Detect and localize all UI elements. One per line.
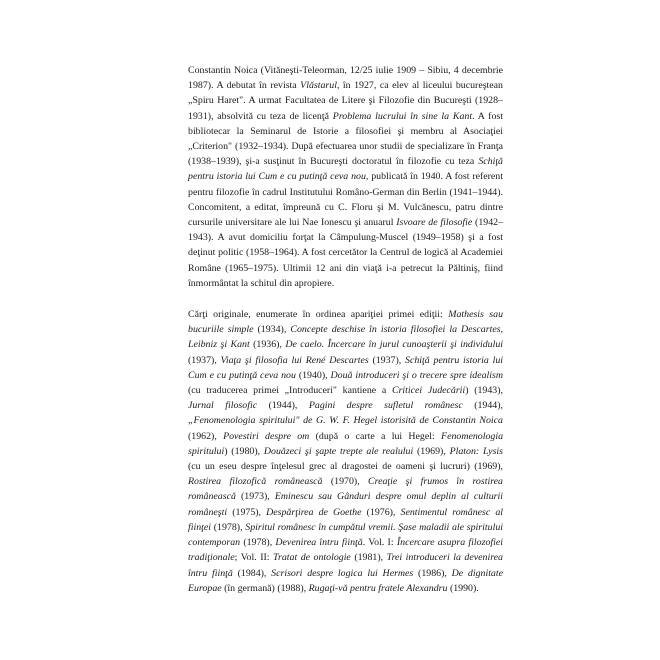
text-run: (în germană) (1988), (221, 582, 309, 594)
italic-title: De dignitate Europae (188, 567, 503, 594)
italic-title: Eminescu sau Gânduri despre omul deplin al culturii româneşti (188, 491, 503, 518)
text-run: (1973), (235, 491, 275, 503)
text-run: (1944), (257, 400, 309, 412)
text-run: (1975), (227, 506, 267, 518)
text-run: (1984), (232, 567, 272, 579)
text-run: (1981), (350, 552, 387, 564)
text-run: . A fost bibliotecar la Seminarul de Istorie a filosofiei şi membru al Asociaţiei „Criterion" (1932–1934). După efectuarea unor studii de specializare în Franţa (1938–1939), şi-a susţinut în Bucureşti doctoratul în filozofie cu teza (188, 110, 503, 168)
italic-title: Isvoare de filosofie (396, 217, 473, 229)
italic-title: Devenirea întru fiinţă (275, 537, 363, 549)
text-run: . Vol. I: (362, 537, 397, 549)
text-run: (după o carte a lui Hegel: (309, 430, 442, 442)
italic-title: Douăzeci şi şapte trepte ale realului (263, 445, 414, 457)
text-run: Constantin Noica (Vităneşti-Teleorman, 12/25 iulie 1909 – Sibiu, 4 decembrie 1987). A debutat în revista (188, 65, 503, 92)
italic-title: Concepte deschise în istoria filosofiei la Descartes, Leibniz şi Kant (188, 324, 504, 351)
italic-title: Viaţa şi filosofia lui René Descartes (220, 354, 369, 366)
italic-title: Povestiri despre om (223, 430, 310, 442)
text-run: (1940), (295, 369, 331, 381)
text-run: (1937), (188, 354, 221, 366)
italic-title: Spiritul românesc în cumpătul vremii. Şase maladii ale spiritului contemporan (188, 521, 503, 549)
italic-title: Pagini despre sufletul românesc (308, 400, 463, 412)
text-run: (1978), (240, 537, 276, 549)
italic-title: Rostirea filozofică românească (188, 476, 323, 488)
text-run: Cărţi originale, enumerate în ordinea apariţiei primei ediţii: (188, 309, 449, 321)
italic-title: De caelo. Încercare în jurul cunoaşterii şi individului (285, 339, 504, 351)
italic-title: Criticei Judecării (391, 385, 466, 397)
text-run: ) (1980), (224, 445, 264, 457)
italic-title: Tratat de ontologie (273, 552, 351, 564)
italic-title: Jurnal filosofic (188, 400, 258, 412)
text-run: (1937), (368, 354, 406, 366)
text-run: (1962), (188, 430, 224, 442)
italic-title: Rugaţi-vă pentru fratele Alexandru (308, 582, 448, 594)
text-run: ) (1943), (465, 385, 503, 397)
text-run: ; Vol. II: (234, 552, 274, 564)
italic-title: Trei introduceri la devenirea întru fiinţă (188, 552, 503, 579)
italic-title: Scrisori despre logica lui Hermes (271, 567, 414, 579)
text-run: (1976), (361, 506, 401, 518)
italic-title: Vlăstarul (300, 80, 337, 92)
text-run: , în 1927, ca elev al liceului bucureştean „Spiru Haret". A urmat Facultatea de Litere şi Filozofie din Bucureşti (1928–1931), absolvită cu teza de licenţă (188, 80, 503, 122)
italic-title: Creaţie şi frumos în rostirea românească (188, 476, 503, 503)
italic-title: Fenomenologia spiritului (188, 430, 504, 457)
text-run: (1990). (447, 582, 479, 594)
italic-title: Schiţă pentru istoria lui Cum e cu putinţă ceva nou (188, 354, 504, 381)
text-run: (1936), (249, 339, 286, 351)
text-run: (1969), (413, 445, 450, 457)
text-run: (cu un eseu despre înţelesul grec al dragostei de oameni şi lucruri) (1969), (188, 461, 503, 473)
bibliography-paragraph (188, 307, 503, 596)
italic-title: Încercare asupra filozofiei tradiţionale (188, 537, 503, 564)
text-run: (1970), (322, 476, 369, 488)
biography-paragraph (188, 63, 503, 291)
italic-title: Problema lucrului în sine la Kant (332, 110, 473, 122)
text-run: (1934), (253, 324, 291, 336)
italic-title: Sentimentul românesc al fiinţei (188, 506, 504, 533)
text-run: (1978), (211, 521, 246, 533)
italic-title: Despărţirea de Goethe (266, 506, 362, 518)
italic-title: Schiţă pentru istoria lui Cum e cu putinţă ceva nou (188, 156, 503, 183)
text-run: (1942–1943). A avut domiciliu forţat la Câmpulung-Muscel (1949–1958) şi a fost deţinut politic (1958–1964). A fost cercetător la Centrul de logică al Academiei Române (1965–1975). Ultimii 12 ani din viaţă i-a petrecut la Păltiniş, fiind înmormântat la schitul din apropiere. (188, 217, 504, 289)
italic-title: Mathesis sau bucuriile simple (188, 309, 504, 336)
italic-title: „Fenomenologia spiritului" de G. W. F. Hegel istorisită de Constantin Noica (188, 415, 503, 427)
italic-title: Două introduceri şi o trecere spre idealism (330, 369, 503, 381)
text-run: , publicată în 1940. A fost referent pentru filozofie în cadrul Institutului Româno-German din Berlin (1941–1944). Concomitent, a editat, împreună cu C. Floru şi M. Vulcănescu, patru dintre cursurile universitare ale lui Nae Ionescu şi anuarul (188, 171, 503, 229)
text-run: (cu traducerea primei „Introduceri" kantiene a (188, 385, 392, 397)
book-page (188, 63, 503, 596)
italic-title: Platon: Lysis (449, 445, 503, 457)
text-run: (1986), (413, 567, 452, 579)
text-run: (1944), (462, 400, 503, 412)
